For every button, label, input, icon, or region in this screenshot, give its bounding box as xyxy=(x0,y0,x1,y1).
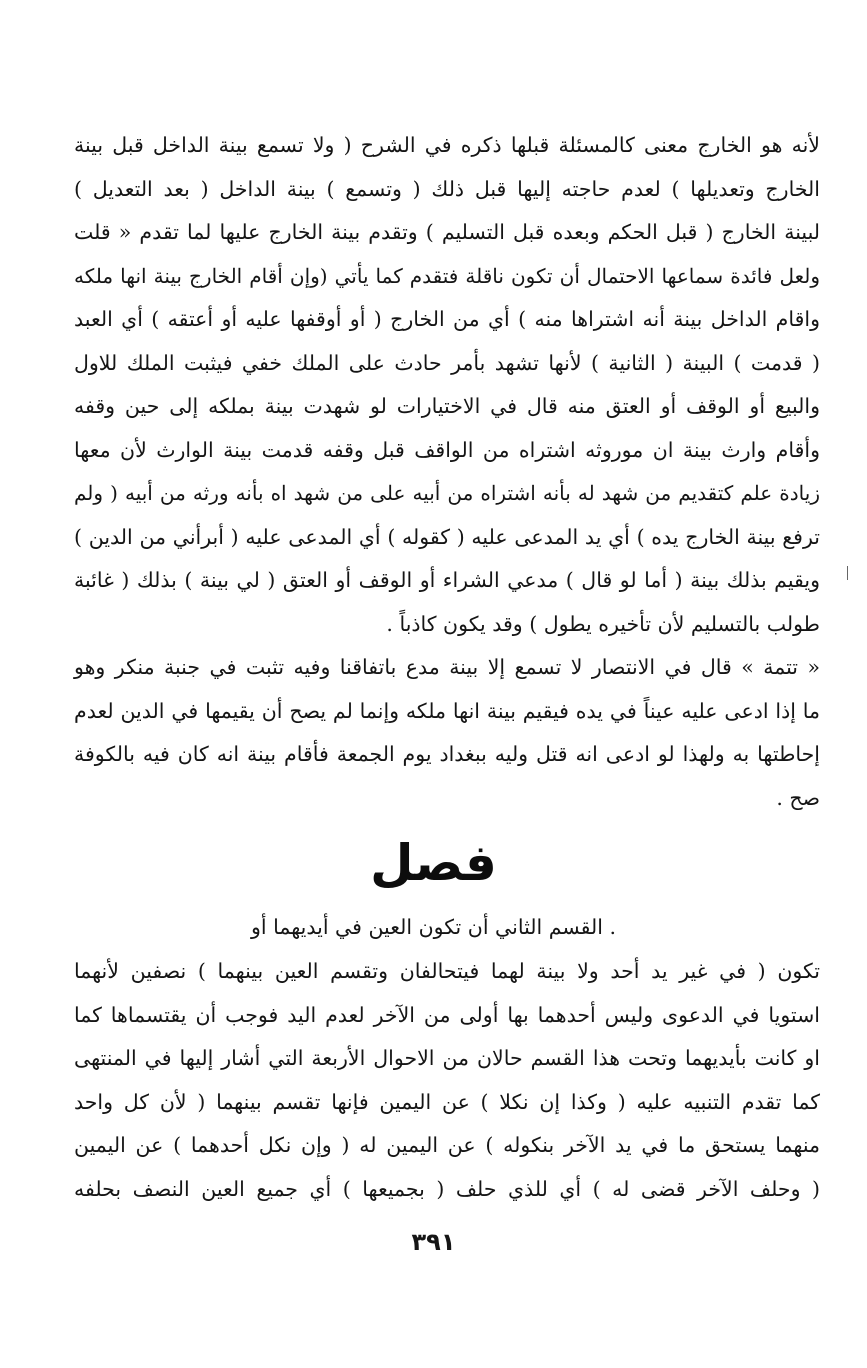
margin-scan-mark xyxy=(847,566,852,580)
text-line: ولعل فائدة سماعها الاحتمال أن تكون ناقلة فتقدم كما يأتي (وإن أقام الخارج بينة انها ملكه xyxy=(74,263,820,288)
section-heading: فصل xyxy=(370,834,497,892)
main-paragraph-bottom xyxy=(74,950,820,1211)
text-line: طولب بالتسليم لأن تأخيره يطول ) وقد يكون كاذباً . xyxy=(386,611,820,636)
text-line: ( وحلف الآخر قضى له ) أي للذي حلف ( بجميعها ) أي جميع العين النصف بحلفه xyxy=(74,1176,820,1201)
text-line: كما تقدم التنبيه عليه ( وكذا إن نكلا ) عن اليمين فإنها تقسم بينهما ( لأن كل واحد xyxy=(74,1089,820,1114)
text-line: ( قدمت ) البينة ( الثانية ) لأنها تشهد بأمر حادث على الملك خفي فيثبت الملك للاول xyxy=(74,350,820,375)
text-line: « تتمة » قال في الانتصار لا تسمع إلا بينة مدع باتفاقنا وفيه تثبت في جنبة منكر وهو xyxy=(74,655,820,679)
text-line: لأنه هو الخارج معنى كالمسئلة قبلها ذكره في الشرح ( ولا تسمع بينة الداخل قبل بينة xyxy=(74,133,820,157)
text-line: ما إذا ادعى عليه عيناً في يده فيقيم بينة انها ملكه وإنما لم يصح أن يقيمها في الدين لعدم xyxy=(74,698,820,723)
text-line: الخارج وتعديلها ) لعدم حاجته إليها قبل ذلك ( وتسمع ) بينة الداخل ( بعد التعديل ) xyxy=(74,176,820,201)
text-line: إحاطتها به ولهذا لو ادعى انه قتل وليه ببغداد يوم الجمعة فأقام بينة انه كان فيه بالكوفة xyxy=(74,742,820,766)
text-line: لبينة الخارج ( قبل الحكم وبعده قبل التسليم ) وتقدم بينة الخارج عليها لما تقدم « قلت xyxy=(74,220,820,244)
text-line: وأقام وارث بينة ان موروثه اشتراه من الواقف قبل وقفه قدمت بينة الوارث لأن معها xyxy=(74,437,820,462)
page-number: ٣٩١ xyxy=(411,1228,456,1256)
text-line: زيادة علم كتقديم من شهد له بأنه اشتراه من أبيه على من شهد اه بأنه ورثه من أبيه ( ولم xyxy=(74,481,820,505)
text-line: والبيع أو الوقف أو العتق منه قال في الاختيارات لو شهدت بينة بملكه إلى حين وقفه xyxy=(74,394,820,418)
section-subtitle: . القسم الثاني أن تكون العين في أيديهما أو xyxy=(251,915,616,939)
text-line: منهما يستحق ما في يد الآخر بنكوله ) عن اليمين له ( وإن نكل أحدهما ) عن اليمين xyxy=(74,1133,820,1157)
text-line: او كانت بأيديهما وتحت هذا القسم حالان من الاحوال الأربعة التي أشار إليها في المنتهى xyxy=(74,1046,820,1070)
text-line: ويقيم بذلك بينة ( أما لو قال ) مدعي الشراء أو الوقف أو العتق ( لي بينة ) بذلك ( غائبة xyxy=(74,568,820,592)
text-line: تكون ( في غير يد أحد ولا بينة لهما فيتحالفان وتقسم العين بينهما ) نصفين لأنهما xyxy=(74,959,820,983)
main-paragraph-top xyxy=(74,124,820,820)
text-line: واقام الداخل بينة أنه اشتراها منه ) أي من الخارج ( أو أوقفها عليه أو أعتقه ) أي العبد xyxy=(74,307,820,331)
text-line: ترفع بينة الخارج يده ) أي يد المدعى عليه ( كقوله ) أي المدعى عليه ( أبرأني من الدين ) xyxy=(74,524,820,549)
text-line: صح . xyxy=(776,785,820,810)
text-line: استويا في الدعوى وليس أحدهما بها أولى من الآخر لعدم اليد فوجب أن يقتسماها كما xyxy=(74,1002,820,1027)
